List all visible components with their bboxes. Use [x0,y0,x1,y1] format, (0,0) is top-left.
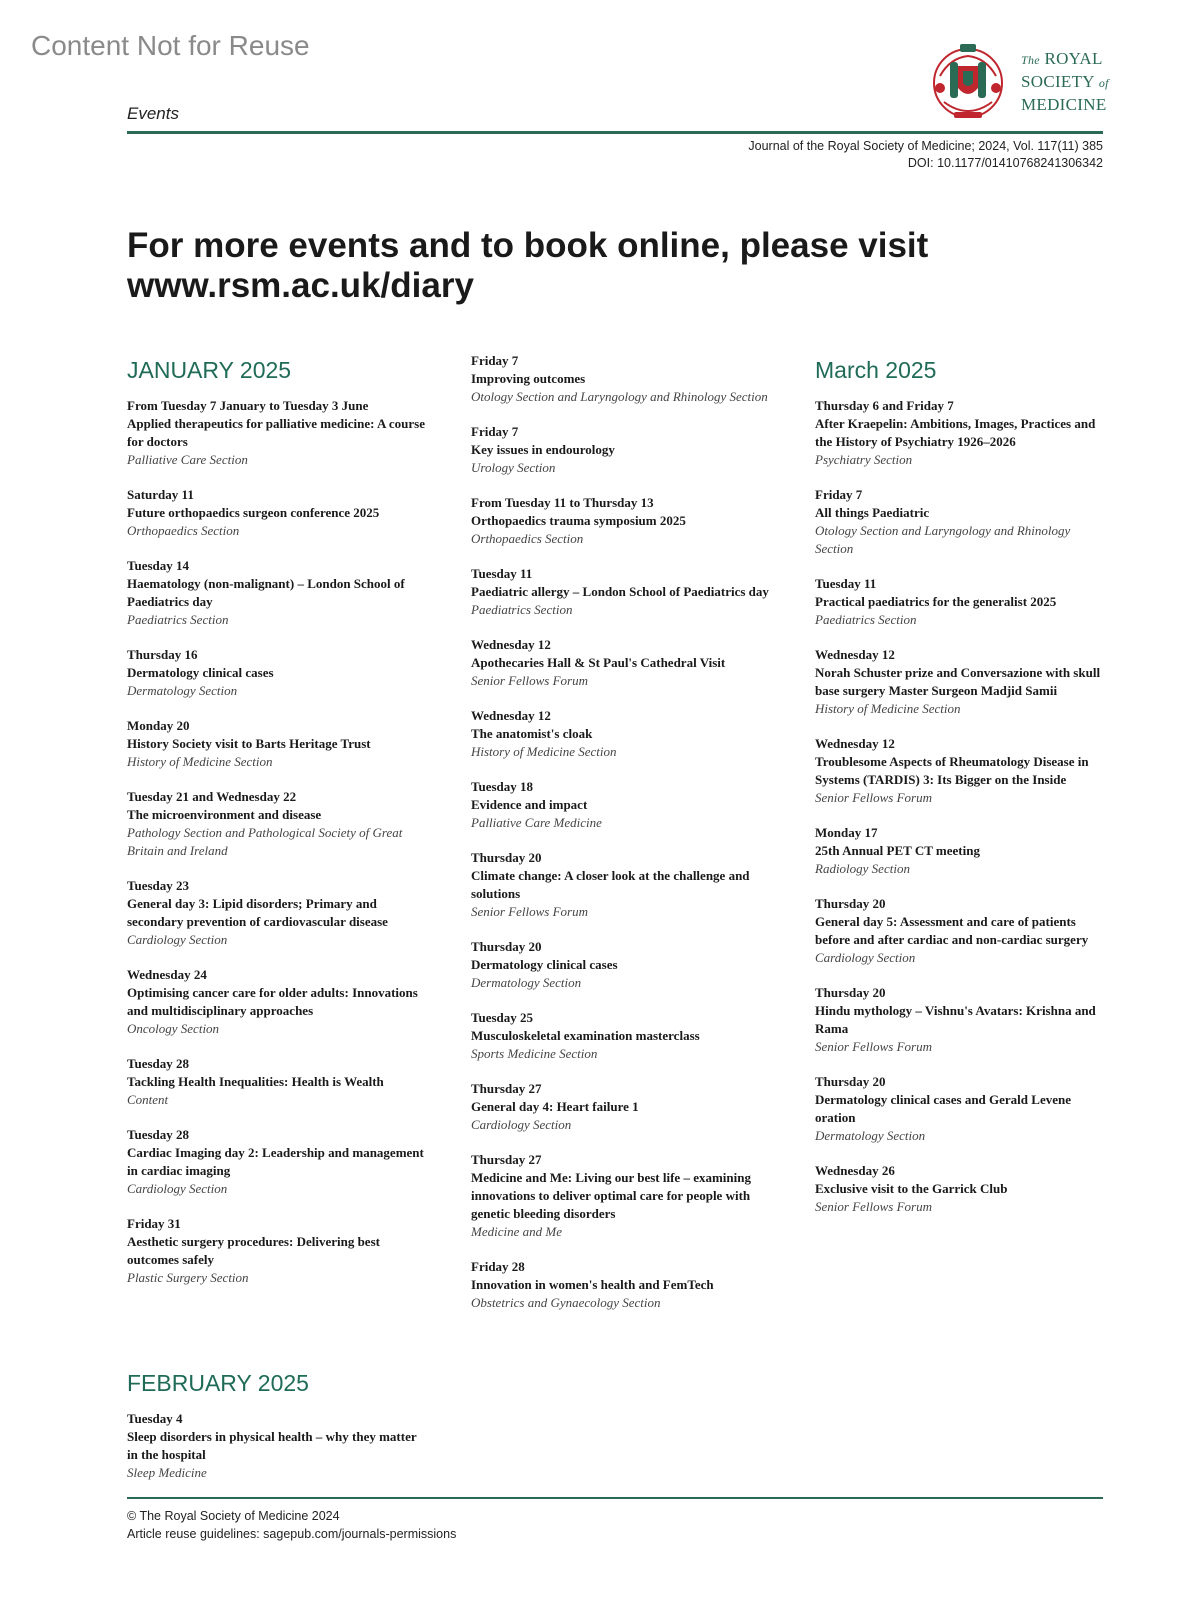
event-date: Monday 20 [127,718,190,733]
event-item[interactable] [815,1162,1105,1216]
headline [127,226,1067,306]
event-item[interactable] [127,717,427,771]
event-title: Key issues in endourology [471,442,615,457]
event-item[interactable] [471,1009,771,1063]
event-title: Musculoskeletal examination masterclass [471,1028,700,1043]
event-organiser: Paediatrics Section [815,612,917,627]
event-date: Tuesday 11 [815,576,877,591]
event-organiser: Paediatrics Section [471,602,573,617]
event-title: The microenvironment and disease [127,807,322,822]
event-title: Apothecaries Hall & St Paul's Cathedral Visit [471,655,726,670]
event-date: Tuesday 21 and Wednesday 22 [127,789,297,804]
january-event-list [127,397,427,1287]
month-heading-february: FEBRUARY 2025 [127,1370,309,1396]
event-title: General day 5: Assessment and care of patients before and after cardiac and non-cardiac surgery [815,914,1089,947]
event-date: Thursday 20 [815,1074,886,1089]
event-date: Thursday 27 [471,1081,542,1096]
event-organiser: Senior Fellows Forum [815,790,932,805]
event-item[interactable] [815,895,1105,967]
event-item[interactable] [127,1126,427,1198]
event-item[interactable] [127,966,427,1038]
event-organiser: Radiology Section [815,861,910,876]
event-item[interactable] [471,1258,771,1312]
event-organiser: Senior Fellows Forum [815,1199,932,1214]
event-date: Wednesday 26 [815,1163,895,1178]
event-date: Wednesday 24 [127,967,207,982]
column-february-start [127,1368,427,1499]
event-date: Tuesday 25 [471,1010,534,1025]
event-item[interactable] [815,984,1105,1056]
event-title: Medicine and Me: Living our best life – examining innovations to deliver optimal care for people with genetic bleeding disorders [471,1170,751,1221]
event-item[interactable] [815,486,1105,558]
event-item[interactable] [127,557,427,629]
event-title: After Kraepelin: Ambitions, Images, Practices and the History of Psychiatry 1926–2026 [815,416,1096,449]
journal-reference [748,138,1103,172]
month-heading-january: JANUARY 2025 [127,357,292,383]
event-title: Paediatric allergy – London School of Paediatrics day [471,584,769,599]
headline-url[interactable]: www.rsm.ac.uk/diary [127,266,474,305]
logo-line2: SOCIETY [1021,72,1095,91]
event-organiser: Obstetrics and Gynaecology Section [471,1295,661,1310]
journal-citation: Journal of the Royal Society of Medicine; 2024, Vol. 117(11) 385 [748,139,1103,153]
event-date: Thursday 20 [815,985,886,1000]
event-date: Thursday 20 [471,939,542,954]
column-february-cont [471,352,771,1329]
event-date: Wednesday 12 [471,637,551,652]
event-title: Cardiac Imaging day 2: Leadership and management in cardiac imaging [127,1145,424,1178]
event-title: Hindu mythology – Vishnu's Avatars: Krishna and Rama [815,1003,1096,1036]
event-item[interactable] [471,778,771,832]
event-organiser: Paediatrics Section [127,612,229,627]
event-date: Thursday 27 [471,1152,542,1167]
event-title: The anatomist's cloak [471,726,593,741]
event-date: Wednesday 12 [815,736,895,751]
event-organiser: Content [127,1092,169,1107]
event-organiser: Oncology Section [127,1021,220,1036]
event-title: Dermatology clinical cases [471,957,618,972]
logo-suffix: of [1098,76,1109,90]
event-organiser: Sleep Medicine [127,1465,207,1480]
event-title: Dermatology clinical cases and Gerald Levene oration [815,1092,1071,1125]
event-date: Friday 7 [471,424,519,439]
footer-rule [127,1497,1103,1499]
march-event-list [815,397,1105,1216]
section-label: Events [127,104,179,123]
event-item[interactable] [127,646,427,700]
event-item[interactable] [127,1055,427,1109]
event-organiser: Dermatology Section [127,683,238,698]
event-organiser: Senior Fellows Forum [815,1039,932,1054]
event-item[interactable] [471,938,771,992]
event-organiser: Cardiology Section [471,1117,572,1132]
event-title: Innovation in women's health and FemTech [471,1277,714,1292]
event-item[interactable] [471,1080,771,1134]
event-organiser: History of Medicine Section [127,754,273,769]
watermark: Content Not for Reuse [31,30,310,61]
event-title: Optimising cancer care for older adults: Innovations and multidisciplinary approaches [127,985,418,1018]
event-item[interactable] [471,423,771,477]
event-date: Wednesday 12 [471,708,551,723]
event-date: Friday 7 [815,487,863,502]
event-title: General day 4: Heart failure 1 [471,1099,639,1114]
event-title: Improving outcomes [471,371,586,386]
event-item[interactable] [127,1410,427,1482]
event-date: Tuesday 23 [127,878,190,893]
event-date: From Tuesday 11 to Thursday 13 [471,495,654,510]
event-date: Thursday 20 [815,896,886,911]
month-heading-march: March 2025 [815,357,937,383]
event-item[interactable] [127,1215,427,1287]
event-title: All things Paediatric [815,505,930,520]
event-item[interactable] [815,824,1105,878]
event-date: Tuesday 11 [471,566,533,581]
event-organiser: Orthopaedics Section [127,523,240,538]
event-organiser: Otology Section and Laryngology and Rhinology Section [815,523,1071,556]
event-organiser: Palliative Care Medicine [471,815,602,830]
event-date: Tuesday 28 [127,1056,190,1071]
event-item[interactable] [471,565,771,619]
event-organiser: History of Medicine Section [815,701,961,716]
event-organiser: Psychiatry Section [815,452,913,467]
event-date: Tuesday 4 [127,1411,183,1426]
event-title: Aesthetic surgery procedures: Delivering best outcomes safely [127,1234,380,1267]
event-title: Tackling Health Inequalities: Health is Wealth [127,1074,384,1089]
event-item[interactable] [815,735,1105,807]
event-title: Orthopaedics trauma symposium 2025 [471,513,686,528]
header-rule [127,131,1103,134]
event-organiser: Cardiology Section [127,1181,228,1196]
event-organiser: Orthopaedics Section [471,531,584,546]
event-title: Exclusive visit to the Garrick Club [815,1181,1008,1196]
event-organiser: Senior Fellows Forum [471,904,588,919]
event-title: Norah Schuster prize and Conversazione with skull base surgery Master Surgeon Madjid Samii [815,665,1101,698]
event-title: Practical paediatrics for the generalist 2025 [815,594,1057,609]
event-item[interactable] [471,352,771,406]
event-title: General day 3: Lipid disorders; Primary and secondary prevention of cardiovascular disease [127,896,388,929]
event-item[interactable] [127,877,427,949]
event-date: From Tuesday 7 January to Tuesday 3 June [127,398,369,413]
event-organiser: Cardiology Section [127,932,228,947]
february-event-list-col2 [471,352,771,1312]
event-organiser: Pathology Section and Pathological Society of Great Britain and Ireland [127,825,403,858]
event-item[interactable] [471,849,771,921]
event-organiser: Palliative Care Section [127,452,248,467]
event-organiser: Dermatology Section [815,1128,926,1143]
event-item[interactable] [815,646,1105,718]
event-organiser: Sports Medicine Section [471,1046,598,1061]
event-item[interactable] [471,636,771,690]
event-date: Monday 17 [815,825,878,840]
event-item[interactable] [471,707,771,761]
event-date: Thursday 16 [127,647,198,662]
event-title: Sleep disorders in physical health – why they matter in the hospital [127,1429,417,1462]
event-title: 25th Annual PET CT meeting [815,843,980,858]
event-organiser: History of Medicine Section [471,744,617,759]
february-event-list-col1 [127,1410,427,1482]
logo-line1: ROYAL [1044,49,1103,68]
event-title: History Society visit to Barts Heritage Trust [127,736,371,751]
event-title: Future orthopaedics surgeon conference 2025 [127,505,380,520]
event-organiser: Dermatology Section [471,975,582,990]
event-date: Tuesday 14 [127,558,190,573]
event-title: Applied therapeutics for palliative medicine: A course for doctors [127,416,426,449]
event-item[interactable] [815,1073,1105,1145]
event-title: Climate change: A closer look at the challenge and solutions [471,868,750,901]
event-organiser: Medicine and Me [471,1224,562,1239]
event-organiser: Plastic Surgery Section [127,1270,249,1285]
event-organiser: Senior Fellows Forum [471,673,588,688]
event-date: Friday 31 [127,1216,181,1231]
event-organiser: Otology Section and Laryngology and Rhinology Section [471,389,768,404]
event-date: Thursday 6 and Friday 7 [815,398,954,413]
event-item[interactable] [471,494,771,548]
event-date: Tuesday 18 [471,779,534,794]
rsm-wordmark [1021,48,1121,116]
footer-reuse: Article reuse guidelines: sagepub.com/journals-permissions [127,1527,457,1541]
column-march [815,355,1105,1233]
event-item[interactable] [127,486,427,540]
event-item[interactable] [471,1151,771,1241]
footer-copyright: © The Royal Society of Medicine 2024 [127,1509,340,1523]
event-organiser: Urology Section [471,460,556,475]
event-date: Friday 7 [471,353,519,368]
logo-prefix: The [1021,53,1040,67]
event-date: Thursday 20 [471,850,542,865]
event-item[interactable] [127,788,427,860]
logo-line3: MEDICINE [1021,95,1107,114]
event-item[interactable] [127,397,427,469]
footer [127,1507,456,1543]
event-organiser: Cardiology Section [815,950,916,965]
event-date: Wednesday 12 [815,647,895,662]
event-title: Troublesome Aspects of Rheumatology Disease in Systems (TARDIS) 3: Its Bigger on the Inside [815,754,1089,787]
event-date: Friday 28 [471,1259,525,1274]
column-january [127,355,427,1304]
event-title: Evidence and impact [471,797,588,812]
event-item[interactable] [815,575,1105,629]
event-date: Saturday 11 [127,487,194,502]
event-title: Dermatology clinical cases [127,665,274,680]
headline-line1: For more events and to book online, please visit [127,226,929,265]
event-date: Tuesday 28 [127,1127,190,1142]
event-item[interactable] [815,397,1105,469]
journal-doi: DOI: 10.1177/01410768241306342 [907,156,1103,170]
event-title: Haematology (non-malignant) – London School of Paediatrics day [127,576,405,609]
